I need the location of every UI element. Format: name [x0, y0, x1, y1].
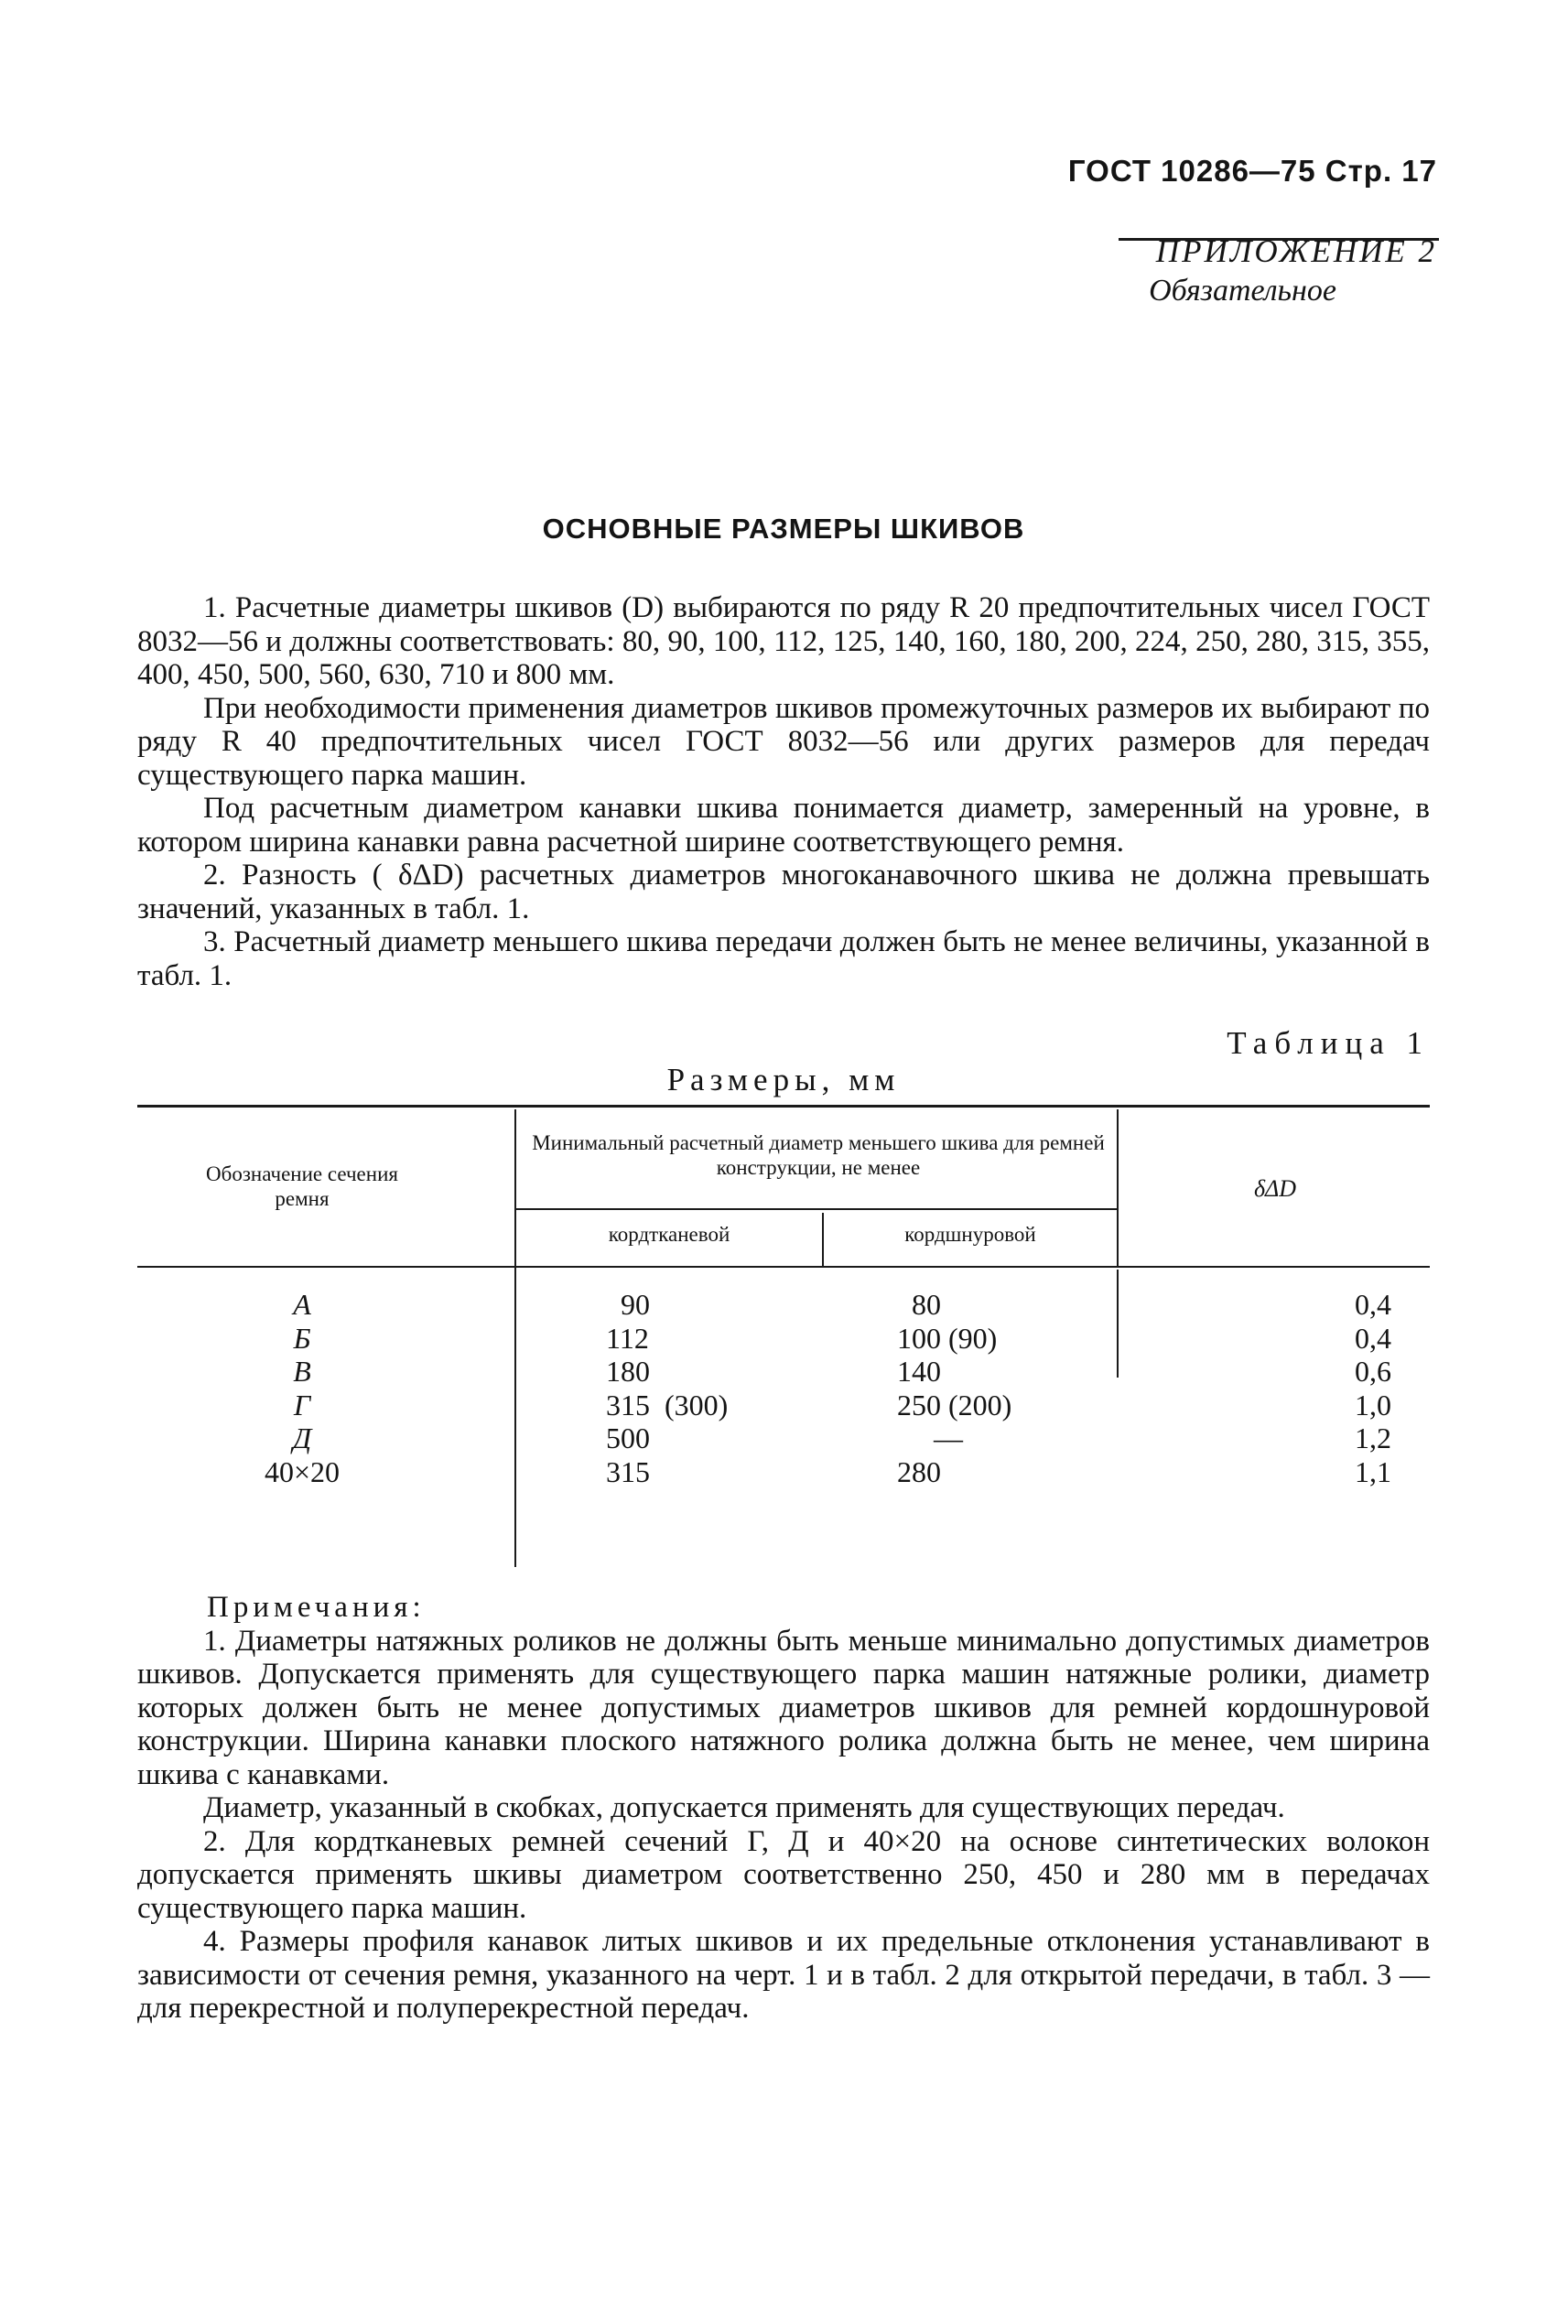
cell-cord-cable: —: [934, 1421, 963, 1454]
header-section: Обозначение сечения ремня: [206, 1162, 398, 1210]
note-item: 2. Для кордтканевых ремней сечений Г, Д и 40×20 на основе синтетических волокон допускается применять шкивы диаметром соответственно 250, 450 и 280 мм в передачах существующего парка машин.: [137, 1824, 1430, 1925]
cell-cord-fabric: 180: [606, 1355, 650, 1388]
page-header: ГОСТ 10286—75 Стр. 17: [1067, 154, 1437, 188]
paragraph: 3. Расчетный диаметр меньшего шкива передачи должен быть не менее величины, указанной в табл. 1.: [137, 925, 1430, 992]
paragraph: 1. Расчетные диаметры шкивов (D) выбираются по ряду R 20 предпочтительных чисел ГОСТ 8032—56 и должны соответствовать: 80, 90, 100, 112, 125, 140, 160, 180, 200, 224, 250, 280, 315, 355, 400, 450, 500, 560, 630, 710 и 800 мм.: [137, 591, 1430, 691]
cell-cord-cable: 80: [912, 1288, 941, 1321]
cell-delta: 0,4: [1355, 1321, 1391, 1355]
cell-cord-cable: 140: [897, 1355, 941, 1388]
cell-delta: 1,1: [1355, 1454, 1391, 1488]
table-units: Размеры, мм: [666, 1062, 901, 1097]
cell-cord-cable: 250 (200): [897, 1388, 1012, 1421]
diameter-table: [137, 1105, 1430, 1572]
note-item: Диаметр, указанный в скобках, допускается применять для существующих передач.: [203, 1791, 1285, 1824]
cell-section: В: [293, 1355, 311, 1388]
appendix-label: ПРИЛОЖЕНИЕ 2: [1155, 233, 1437, 269]
cell-delta: 1,0: [1355, 1388, 1391, 1421]
cell-cord-fabric: 315 (300): [606, 1388, 729, 1421]
notes-title: Примечания:: [207, 1591, 426, 1624]
header-min-diameter: Минимальный расчетный диаметр меньшего шкива для ремней конструкции, не менее: [532, 1131, 1105, 1179]
column-divider: [514, 1109, 516, 1567]
header-delta: δΔD: [1253, 1175, 1297, 1202]
paragraph: 2. Разность ( δΔD) расчетных диаметров многоканавочного шкива не должна превышать значений, указанных в табл. 1.: [137, 859, 1430, 925]
column-delta: [1281, 1288, 1391, 1488]
cell-section: А: [293, 1288, 311, 1321]
paragraph: Под расчетным диаметром канавки шкива понимается диаметр, замеренный на уровне, в котором ширина канавки равна расчетной ширине соответствующего ремня.: [137, 792, 1430, 859]
cell-section: Г: [293, 1388, 311, 1421]
table-top-rule: [137, 1105, 1430, 1108]
header-cord-cable: кордшнуровой: [904, 1223, 1036, 1246]
cell-section: Б: [293, 1321, 311, 1355]
column-cord-fabric: [606, 1288, 822, 1488]
cell-cord-fabric: 315: [606, 1454, 650, 1488]
appendix-status: Обязательное: [1149, 274, 1336, 308]
note-item: 1. Диаметры натяжных роликов не должны быть меньше минимально допустимых диаметров шкивов. Допускается применять для существующего парка машин натяжные ролики, диаметр которых должен быть не менее допустимых диаметров шкивов для ремней кордошнуровой конструкции. Ширина канавки плоского натяжного ролика должна быть не менее, чем ширина шкива с канавками.: [137, 1624, 1430, 1791]
cell-delta: 0,4: [1355, 1288, 1391, 1321]
column-divider: [1117, 1270, 1119, 1378]
cell-cord-fabric: 112: [606, 1321, 649, 1355]
cell-section: 40×20: [264, 1454, 341, 1488]
note-item: 4. Размеры профиля канавок литых шкивов и их предельные отклонения устанавливают в зависимости от сечения ремня, указанного на черт. 1 и в табл. 2 для открытой передачи, в табл. 3 — для перекрестной и полуперекрестной передач.: [137, 1925, 1430, 2025]
header-cord-fabric: кордтканевой: [608, 1223, 730, 1246]
column-section: [183, 1288, 421, 1488]
cell-cord-fabric: 500: [606, 1421, 650, 1454]
table-header-rule: [137, 1266, 1430, 1268]
column-divider: [1117, 1109, 1119, 1266]
column-cord-cable: [897, 1288, 1117, 1488]
cell-delta: 0,6: [1355, 1355, 1391, 1388]
table-caption: Таблица 1: [1227, 1025, 1430, 1061]
cell-cord-cable: 100 (90): [897, 1321, 998, 1355]
notes-section: [137, 1591, 1430, 2026]
paragraph: При необходимости применения диаметров шкивов промежуточных размеров их выбирают по ряду R 40 предпочтительных чисел ГОСТ 8032—56 или других размеров для передач существующего парка машин.: [137, 691, 1430, 792]
cell-cord-fabric: 90: [621, 1288, 650, 1321]
intro-text: [137, 591, 1430, 992]
cell-section: Д: [292, 1421, 312, 1454]
cell-delta: 1,2: [1355, 1421, 1391, 1454]
subheader-rule: [514, 1208, 1117, 1210]
section-title: ОСНОВНЫЕ РАЗМЕРЫ ШКИВОВ: [542, 513, 1025, 545]
cell-cord-cable: 280: [897, 1454, 941, 1488]
